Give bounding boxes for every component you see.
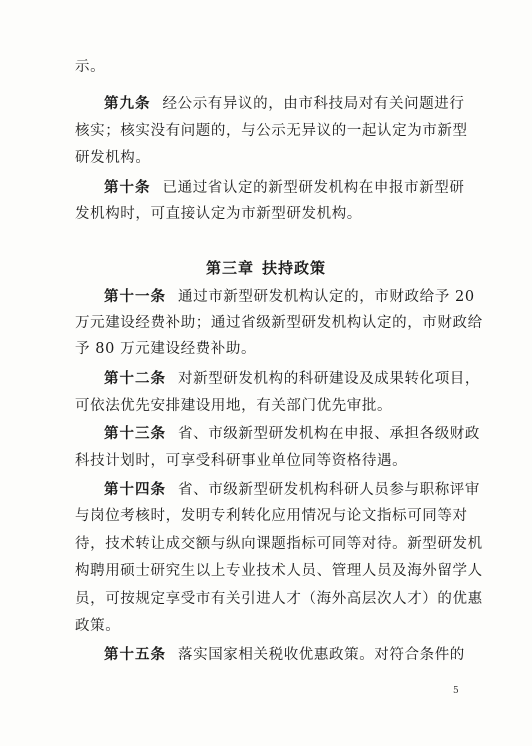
chapter-number: 第三章 — [205, 259, 254, 277]
article-10-line-1: 第十条 已通过省认定的新型研发机构在申报市新型研 — [104, 179, 465, 196]
article-14-line-5: 员，可按规定享受市有关引进人才（海外高层次人才）的优惠 — [75, 591, 483, 607]
article-14-line-4: 构聘用硕士研究生以上专业技术人员、管理人员及海外留学人 — [75, 563, 483, 579]
article-15-number: 第十五条 — [104, 646, 166, 663]
article-11-line-2: 万元建设经费补助；通过省级新型研发机构认定的，市财政给 — [75, 315, 483, 331]
article-14-line-1: 第十四条 省、市级新型研发机构科研人员参与职称评审 — [104, 481, 480, 498]
article-14-line-2: 与岗位考核时，发明专利转化应用情况与论文指标可同等对 — [75, 508, 468, 524]
article-11-line-1: 第十一条 通过市新型研发机构认定的，市财政给予 20 — [104, 288, 475, 305]
article-12-line-2: 可依法优先安排建设用地，有关部门优先审批。 — [75, 398, 393, 414]
article-12-number: 第十二条 — [104, 370, 166, 387]
article-11-line-3: 予 80 万元建设经费补助。 — [75, 341, 257, 357]
article-13-number: 第十三条 — [104, 425, 166, 442]
article-10-number: 第十条 — [104, 179, 151, 196]
article-14-line-3: 待，技术转让成交额与纵向课题指标可同等对待。新型研发机 — [75, 536, 483, 552]
article-15-line-1: 第十五条 落实国家相关税收优惠政策。对符合条件的 — [104, 646, 465, 663]
article-9-line-2: 核实；核实没有问题的，与公示无异议的一起认定为市新型 — [75, 123, 468, 139]
article-9-line-3: 研发机构。 — [75, 150, 151, 166]
article-9-number: 第九条 — [104, 95, 151, 112]
article-13-line-2: 科技计划时，可享受科研事业单位同等资格待遇。 — [75, 453, 408, 469]
article-14-number: 第十四条 — [104, 481, 166, 498]
top-fragment: 示。 — [75, 59, 106, 75]
article-10-line-2: 发机构时，可直接认定为市新型研发机构。 — [75, 206, 362, 222]
article-12-line-1: 第十二条 对新型研发机构的科研建设及成果转化项目， — [104, 370, 480, 387]
article-9-line-1: 第九条 经公示有异议的，由市科技局对有关问题进行 — [104, 95, 465, 112]
chapter-heading — [0, 257, 532, 278]
page-number: 5 — [453, 686, 459, 696]
chapter-title: 扶持政策 — [262, 259, 327, 277]
article-13-line-1: 第十三条 省、市级新型研发机构在申报、承担各级财政 — [104, 425, 480, 442]
article-14-line-6: 政策。 — [75, 618, 121, 634]
article-11-number: 第十一条 — [104, 288, 166, 305]
